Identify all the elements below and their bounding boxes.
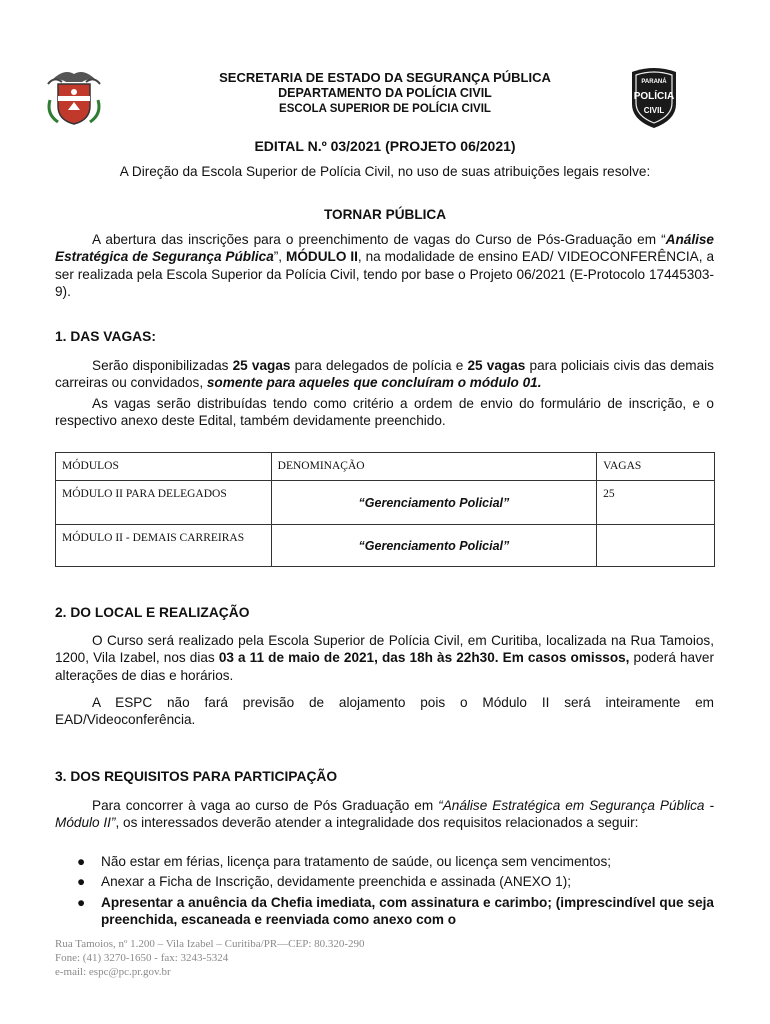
vagas-paragraph: Serão disponibilizadas 25 vagas para delegados de polícia e 25 vagas para policiais civis das demais carreiras ou convidados, somente para aqueles que concluíram o módulo 01.	[55, 358, 714, 391]
badge-top-text: PARANÁ	[641, 79, 667, 85]
badge-bot-text: CIVIL	[643, 106, 665, 115]
table-cell-vagas	[597, 525, 715, 567]
table-header-cell: VAGAS	[597, 453, 715, 481]
bullet-icon: ●	[77, 894, 86, 910]
intro-text: A Direção da Escola Superior de Polícia Civil, no uso de suas atribuições legais resolve:	[119, 164, 651, 179]
section-2-heading: 2. DO LOCAL E REALIZAÇÃO	[55, 605, 250, 620]
table-cell-denominacao: “Gerenciamento Policial”	[271, 525, 596, 567]
footer-email: e-mail: espc@pc.pr.gov.br	[55, 966, 171, 978]
table-header-cell: MÓDULOS	[56, 453, 272, 481]
tornar-publica-heading: TORNAR PÚBLICA	[323, 207, 447, 222]
bullet-icon: ●	[77, 854, 86, 869]
policia-civil-badge-icon	[626, 66, 682, 130]
footer-address: Rua Tamoios, nº 1.200 – Vila Izabel – Curitiba/PR––CEP: 80.320-290	[55, 938, 365, 950]
list-item: ● Apresentar a anuência da Chefia imediata, com assinatura e carimbo; (imprescindível que seja preenchida, escaneada e reenviada como anexo com o	[77, 894, 714, 928]
opening-paragraph: A abertura das inscrições para o preenchimento de vagas do Curso de Pós-Graduação em “Análise Estratégica de Segurança Pública”, MÓDULO II, na modalidade de ensino EAD/ VIDEOCONFERÊNCIA, a ser realizada pela Escola Superior da Polícia Civil, tendo por base o Projeto 06/2021 (E-Protocolo 17445303-9).	[55, 232, 715, 300]
header-departamento: DEPARTAMENTO DA POLÍCIA CIVIL	[278, 86, 492, 100]
table-cell-denominacao: “Gerenciamento Policial”	[271, 481, 596, 525]
list-item: ● Não estar em férias, licença para tratamento de saúde, ou licença sem vencimentos;	[77, 854, 612, 869]
vagas-table	[55, 452, 715, 567]
header-escola: ESCOLA SUPERIOR DE POLÍCIA CIVIL	[279, 103, 491, 115]
section-1-heading: 1. DAS VAGAS:	[55, 329, 156, 344]
table-header-cell: DENOMINAÇÃO	[271, 453, 596, 481]
header-secretaria: SECRETARIA DE ESTADO DA SEGURANÇA PÚBLICA	[219, 70, 551, 85]
vagas-criteria-paragraph: As vagas serão distribuídas tendo como critério a ordem de envio do formulário de inscrição, e o respectivo anexo deste Edital, também devidamente preenchido.	[55, 396, 714, 429]
table-cell-module: MÓDULO II - DEMAIS CARREIRAS	[56, 525, 272, 567]
table-row	[56, 525, 715, 567]
table-cell-module: MÓDULO II PARA DELEGADOS	[56, 481, 272, 525]
requisitos-list	[55, 853, 714, 929]
bullet-icon: ●	[77, 874, 86, 890]
requisitos-paragraph: Para concorrer à vaga ao curso de Pós Graduação em “Análise Estratégica em Segurança Pública - Módulo II”, os interessados deverão atender a integralidade dos requisitos relacionados a seguir:	[55, 798, 715, 831]
table-header-row	[56, 453, 715, 481]
footer-phone: Fone: (41) 3270-1650 - fax: 3243-5324	[55, 952, 229, 964]
badge-mid-text: POLÍCIA	[633, 91, 675, 102]
list-item: ● Anexar a Ficha de Inscrição, devidamente preenchida e assinada (ANEXO 1);	[77, 874, 571, 890]
edital-title: EDITAL N.º 03/2021 (PROJETO 06/2021)	[254, 138, 516, 154]
alojamento-paragraph: A ESPC não fará previsão de alojamento pois o Módulo II será inteiramente em EAD/Videoconferência.	[55, 695, 714, 728]
section-3-heading: 3. DOS REQUISITOS PARA PARTICIPAÇÃO	[55, 769, 338, 784]
table-cell-vagas: 25	[597, 481, 715, 525]
parana-coat-of-arms-icon	[44, 66, 104, 128]
local-paragraph: O Curso será realizado pela Escola Superior de Polícia Civil, em Curitiba, localizada na Rua Tamoios, 1200, Vila Izabel, nos dias 03 a 11 de maio de 2021, das 18h às 22h30. Em casos omissos, poderá haver alterações de dias e horários.	[55, 633, 714, 683]
table-row	[56, 481, 715, 525]
